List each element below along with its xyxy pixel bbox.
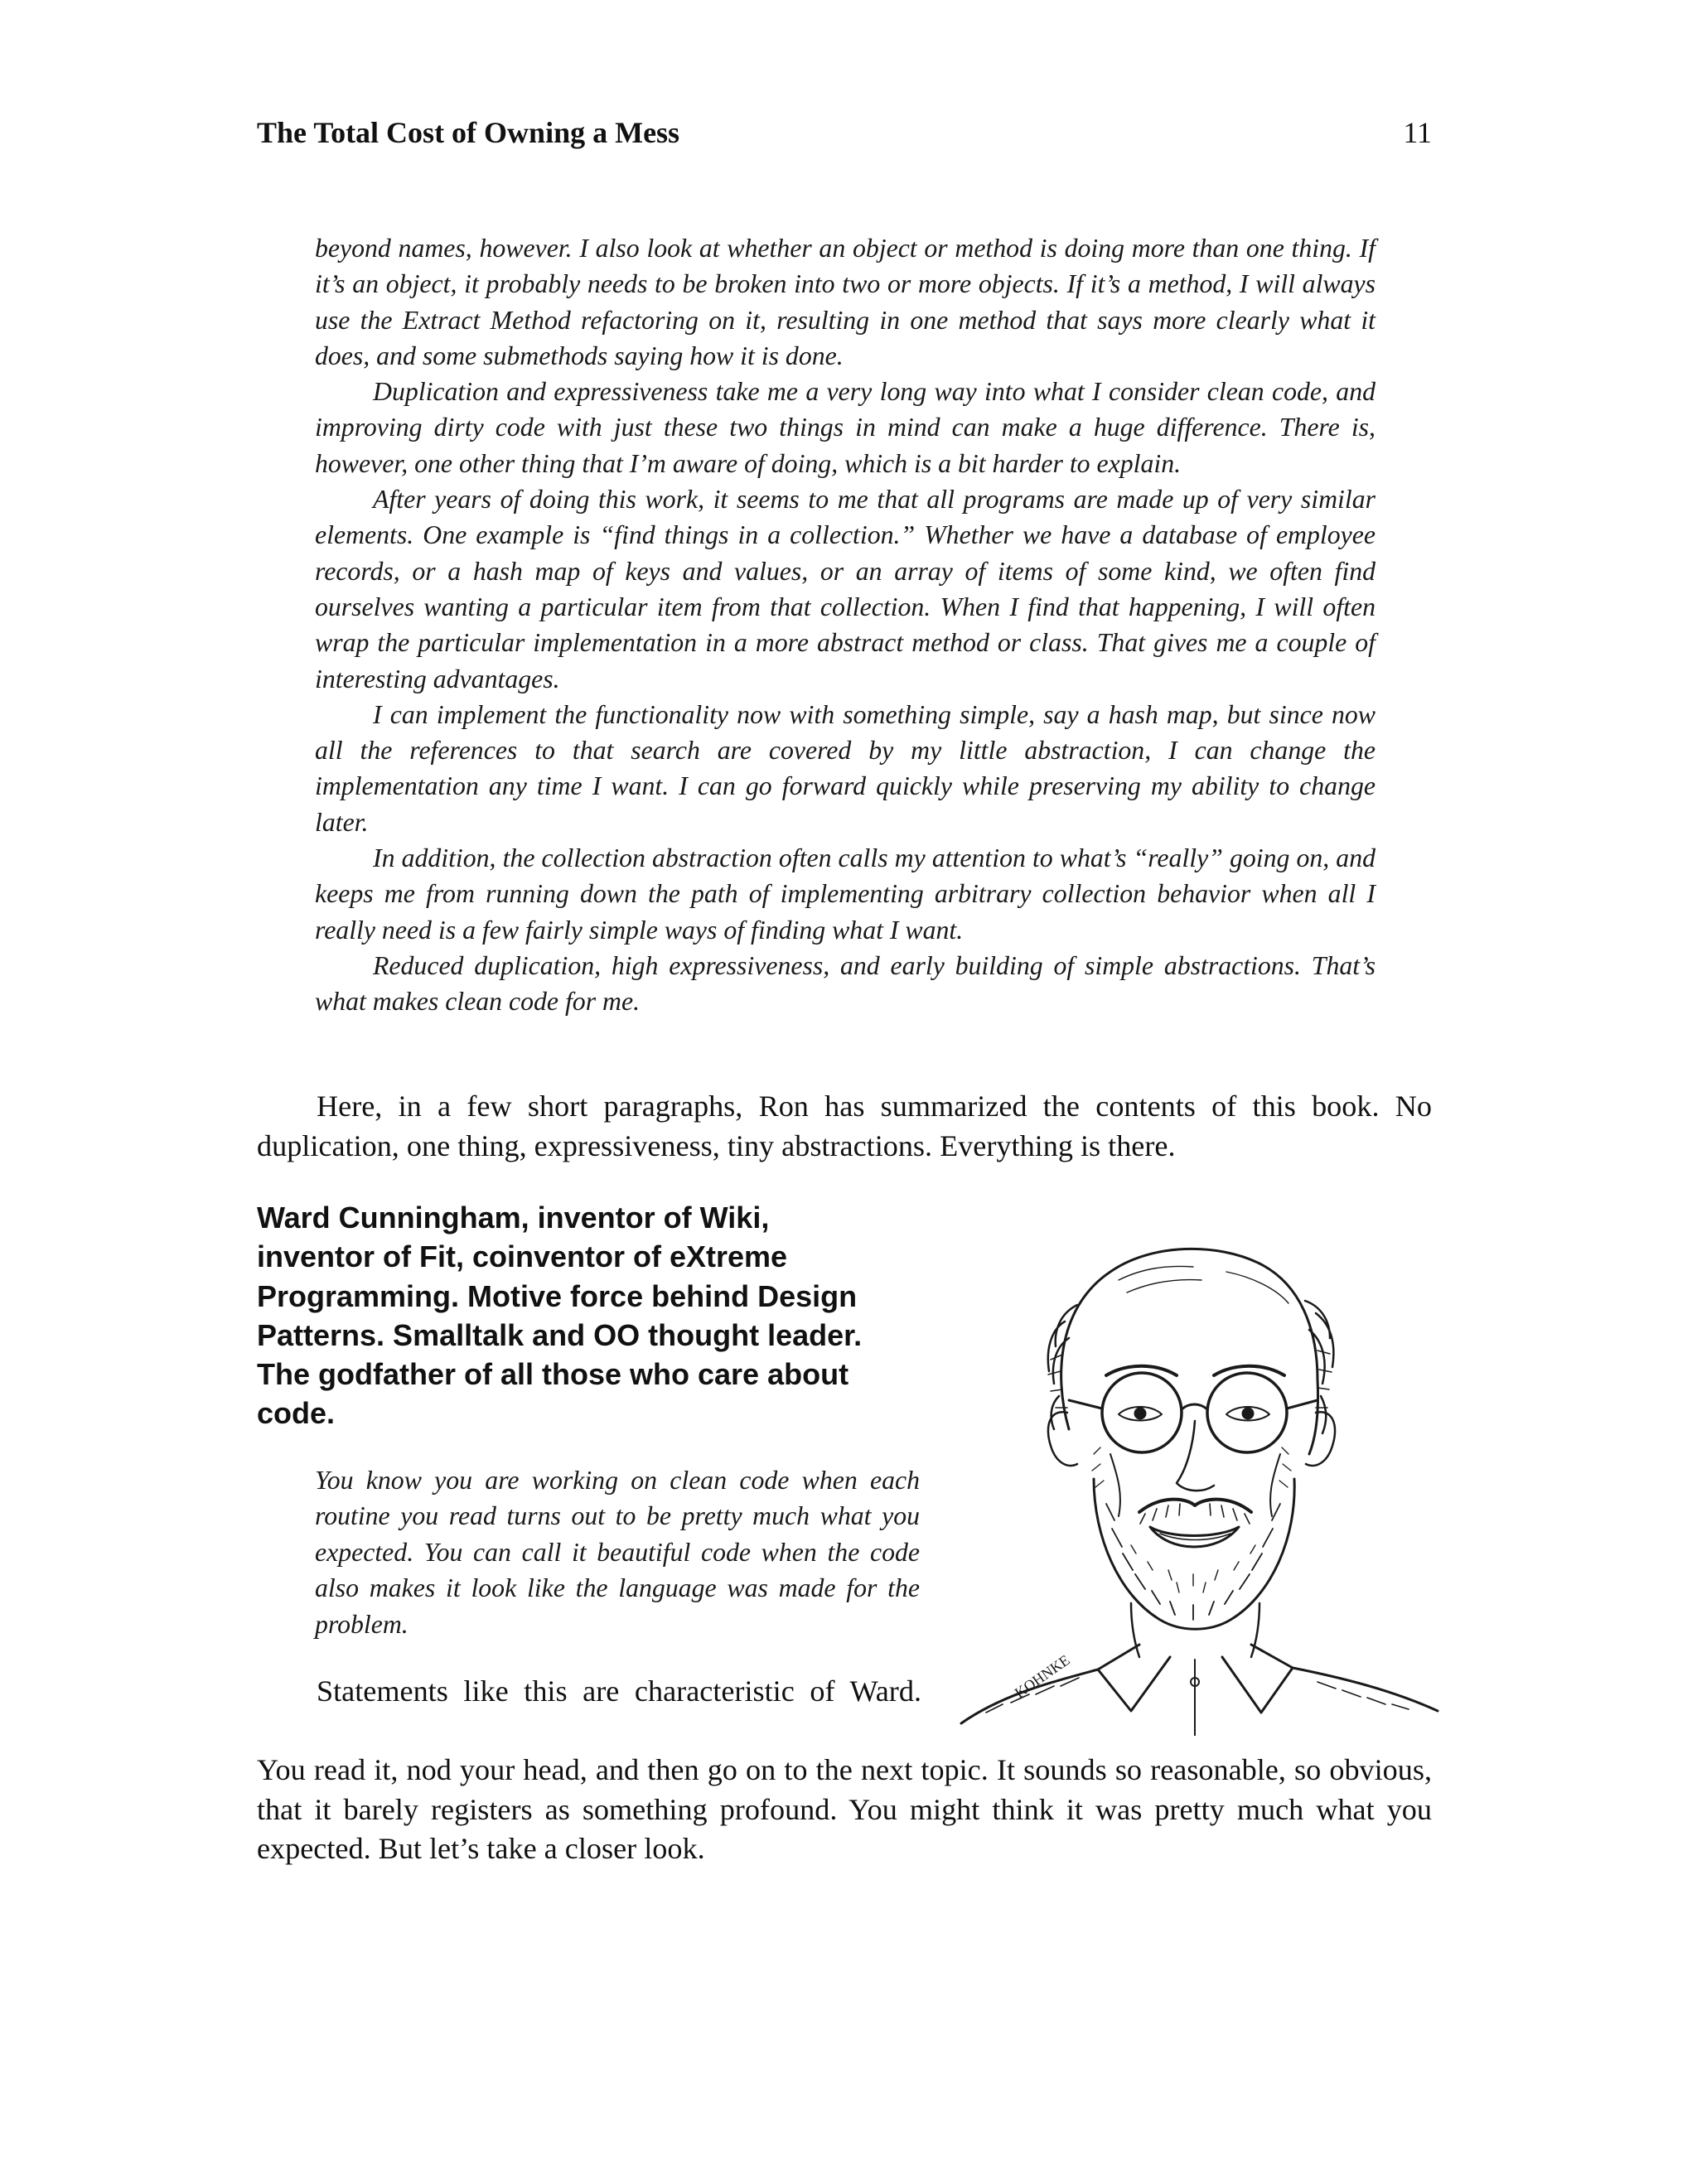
quote-paragraph: After years of doing this work, it seems to me that all programs are made up of very similar elements. One example is “find things in a collection.” Whether we have a database of employee records, or a hash map of keys and values, or an array of items of some kind, we often find ourselves wanting a particular item from that collection. When I find that happening, I will often wrap the particular implementation in a more abstract method or class. That gives me a couple of interesting advantages.: [315, 485, 1375, 693]
ward-cunningham-portrait: [953, 1206, 1442, 1736]
summary-paragraph: Here, in a few short paragraphs, Ron has summarized the contents of this book. No duplication, one thing, expressiveness, tiny abstractions. Everything is there.: [257, 1090, 1432, 1162]
quote-paragraph: Duplication and expressiveness take me a very long way into what I consider clean code, and improving dirty code with just these two things in mind can make a huge difference. There is, however, one other thing that I’m aware of doing, which is a bit harder to explain.: [315, 377, 1375, 478]
quote-paragraph: beyond names, however. I also look at whether an object or method is doing more than one thing. If it’s an object, it probably needs to be broken into two or more objects. If it’s a method, I will always use the Extract Method refactoring on it, resulting in one method that says more clearly what it does, and some submethods saying how it is done.: [315, 234, 1375, 370]
closing-paragraph-rest: You read it, nod your head, and then go on to the next topic. It sounds so reasonable, so obvious, that it barely registers as something profound. You might think it was pretty much what you expected. But let’s take a closer look.: [257, 1753, 1432, 1865]
ward-cunningham-quote: You know you are working on clean code when each routine you read turns out to be pretty much what you expected. You can call it beautiful code when the code also makes it look like the language was made for the problem.: [315, 1466, 920, 1639]
quote-paragraph: I can implement the functionality now with something simple, say a hash map, but since now all the references to that search are covered by my little abstraction, I can change the implementation any time I want. I can go forward quickly while preserving my ability to change later.: [315, 699, 1375, 837]
chapter-section-title: The Total Cost of Owning a Mess: [257, 116, 680, 149]
ron-jeffries-quote: [315, 230, 1375, 1020]
running-head: [257, 112, 1432, 153]
page-number: 11: [1403, 116, 1432, 149]
quote-paragraph: Reduced duplication, high expressiveness, and early building of simple abstractions. That’s what makes clean code for me.: [315, 950, 1375, 1017]
closing-first-line-text: Statements like this are characteristic of Ward.: [317, 1674, 921, 1708]
quote-paragraph: In addition, the collection abstraction often calls my attention to what’s “really” going on, and keeps me from running down the path of implementing arbitrary collection behavior when all I really need is a few fairly simple ways of finding what I want.: [315, 843, 1375, 945]
artist-signature: KOHNKE: [1011, 1651, 1073, 1702]
ward-cunningham-heading: Ward Cunningham, inventor of Wiki, inventor of Fit, coinventor of eXtreme Programming. Motive force behind Design Patterns. Smalltalk and OO thought leader. The godfather of all those who care about code.: [257, 1201, 863, 1431]
closing-paragraph-first-line: [257, 1672, 921, 1712]
